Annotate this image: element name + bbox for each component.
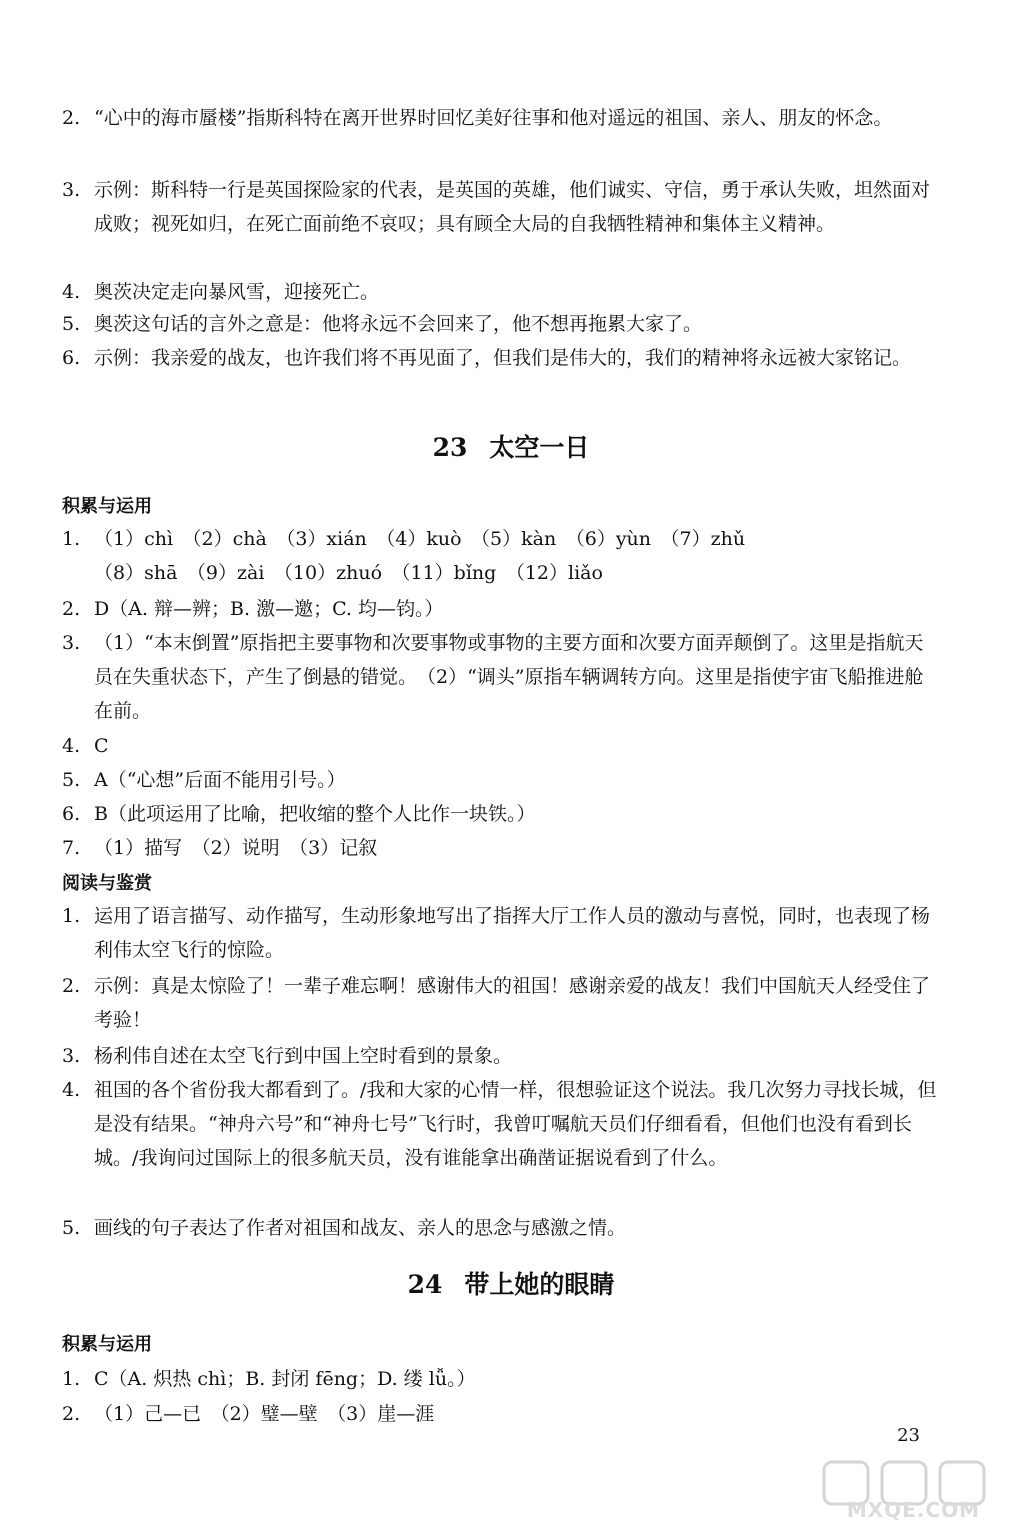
item-text: “心中的海市蜃楼”指斯科特在离开世界时回忆美好往事和他对遥远的祖国、亲人、朋友的怀念。 <box>94 107 893 129</box>
subsection-heading: 积累与运用 <box>62 1334 152 1355</box>
item-number: 5. <box>62 1217 81 1239</box>
item-text: 示例：斯科特一行是英国探险家的代表，是英国的英雄，他们诚实、守信，勇于承认失败，坦然面对成败；视死如归，在死亡面前绝不哀叹；具有顾全大局的自我牺牲精神和集体主义精神。 <box>94 179 931 235</box>
item-text: D（A. 辩—辨；B. 激—邀；C. 均—钧。） <box>94 598 444 620</box>
subsection-heading: 阅读与鉴赏 <box>62 873 152 894</box>
item-text: 奥茨决定走向暴风雪，迎接死亡。 <box>94 281 380 303</box>
item-number: 7. <box>62 837 81 859</box>
list-item <box>62 522 942 590</box>
item-text: 奥茨这句话的言外之意是：他将永远不会回来了，他不想再拖累大家了。 <box>94 313 703 335</box>
section-number: 24 <box>407 1270 443 1299</box>
list-item <box>62 763 942 797</box>
item-text: 示例：我亲爱的战友，也许我们将不再见面了，但我们是伟大的，我们的精神将永远被大家铭记。 <box>94 347 912 369</box>
list-item <box>62 592 942 626</box>
section-title-text: 带上她的眼睛 <box>464 1270 615 1299</box>
item-text: 画线的句子表达了作者对祖国和战友、亲人的思念与感激之情。 <box>94 1217 627 1239</box>
watermark-logo <box>814 1458 1004 1528</box>
item-text: A（“心想”后面不能用引号。） <box>94 769 346 791</box>
item-number: 3. <box>62 1045 81 1067</box>
item-number: 6. <box>62 347 81 369</box>
item-number: 1. <box>62 905 81 927</box>
item-text: C <box>94 735 109 757</box>
item-text: 示例：真是太惊险了！一辈子难忘啊！感谢伟大的祖国！感谢亲爱的战友！我们中国航天人经受住了考验！ <box>94 975 931 1031</box>
list-item <box>62 797 942 831</box>
item-text: （8）shā （9）zài （10）zhuó （11）bǐng （12）liǎo <box>94 562 603 584</box>
item-number: 5. <box>62 769 81 791</box>
list-item <box>62 1073 942 1175</box>
section-title <box>0 428 1022 468</box>
list-item <box>62 307 942 341</box>
item-number: 1. <box>62 528 81 550</box>
item-number: 6. <box>62 803 81 825</box>
item-text: 杨利伟自述在太空飞行到中国上空时看到的景象。 <box>94 1045 513 1067</box>
list-item <box>62 899 942 967</box>
subsection-heading: 积累与运用 <box>62 496 152 517</box>
item-number: 2. <box>62 1403 81 1425</box>
list-item <box>62 341 942 375</box>
item-number: 5. <box>62 313 81 335</box>
item-number: 2. <box>62 598 81 620</box>
item-number: 1. <box>62 1368 81 1390</box>
item-number: 4. <box>62 281 81 303</box>
section-number: 23 <box>432 433 468 462</box>
page-number: 23 <box>897 1425 920 1446</box>
item-number: 3. <box>62 632 81 654</box>
item-number: 4. <box>62 1079 81 1101</box>
item-number: 2. <box>62 975 81 997</box>
item-number: 3. <box>62 179 81 201</box>
item-text: 祖国的各个省份我大都看到了。/我和大家的心情一样，很想验证这个说法。我几次努力寻找长城，但是没有结果。“神舟六号”和“神舟七号”飞行时，我曾叮嘱航天员们仔细看看，但他们也没有看到长城。/我询问过国际上的很多航天员，没有谁能拿出确凿证据说看到了什么。 <box>94 1079 937 1169</box>
list-item <box>62 101 942 135</box>
list-item <box>62 626 942 728</box>
item-text: 运用了语言描写、动作描写，生动形象地写出了指挥大厅工作人员的激动与喜悦，同时，也表现了杨利伟太空飞行的惊险。 <box>94 905 931 961</box>
section-title-text: 太空一日 <box>489 433 590 462</box>
list-item <box>62 831 942 865</box>
list-item <box>62 173 942 241</box>
item-number: 2. <box>62 107 81 129</box>
list-item <box>62 1397 942 1431</box>
item-text: C（A. 炽热 chì；B. 封闭 fēng；D. 缕 lǚ。） <box>94 1368 476 1390</box>
item-text: （1）chì （2）chà （3）xián （4）kuò （5）kàn （6）yùn （7）zhǔ <box>94 528 746 550</box>
list-item <box>62 969 942 1037</box>
item-text: （1）描写 （2）说明 （3）记叙 <box>94 837 378 859</box>
list-item <box>62 1039 942 1073</box>
list-item <box>62 729 942 763</box>
item-number: 4. <box>62 735 81 757</box>
item-text: B（此项运用了比喻，把收缩的整个人比作一块铁。） <box>94 803 536 825</box>
item-text: （1）己—已 （2）璧—壁 （3）崖—涯 <box>94 1403 435 1425</box>
watermark-text: MXQE.COM <box>846 1498 980 1522</box>
item-text: （1）“本末倒置”原指把主要事物和次要事物或事物的主要方面和次要方面弄颠倒了。这里是指航天员在失重状态下，产生了倒悬的错觉。 （2）“调头”原指车辆调转方向。这里是指使宇宙飞船推进舱在前。 <box>94 632 924 722</box>
section-title <box>0 1265 1022 1305</box>
list-item <box>62 275 942 309</box>
list-item <box>62 1362 942 1396</box>
list-item <box>62 1211 942 1245</box>
